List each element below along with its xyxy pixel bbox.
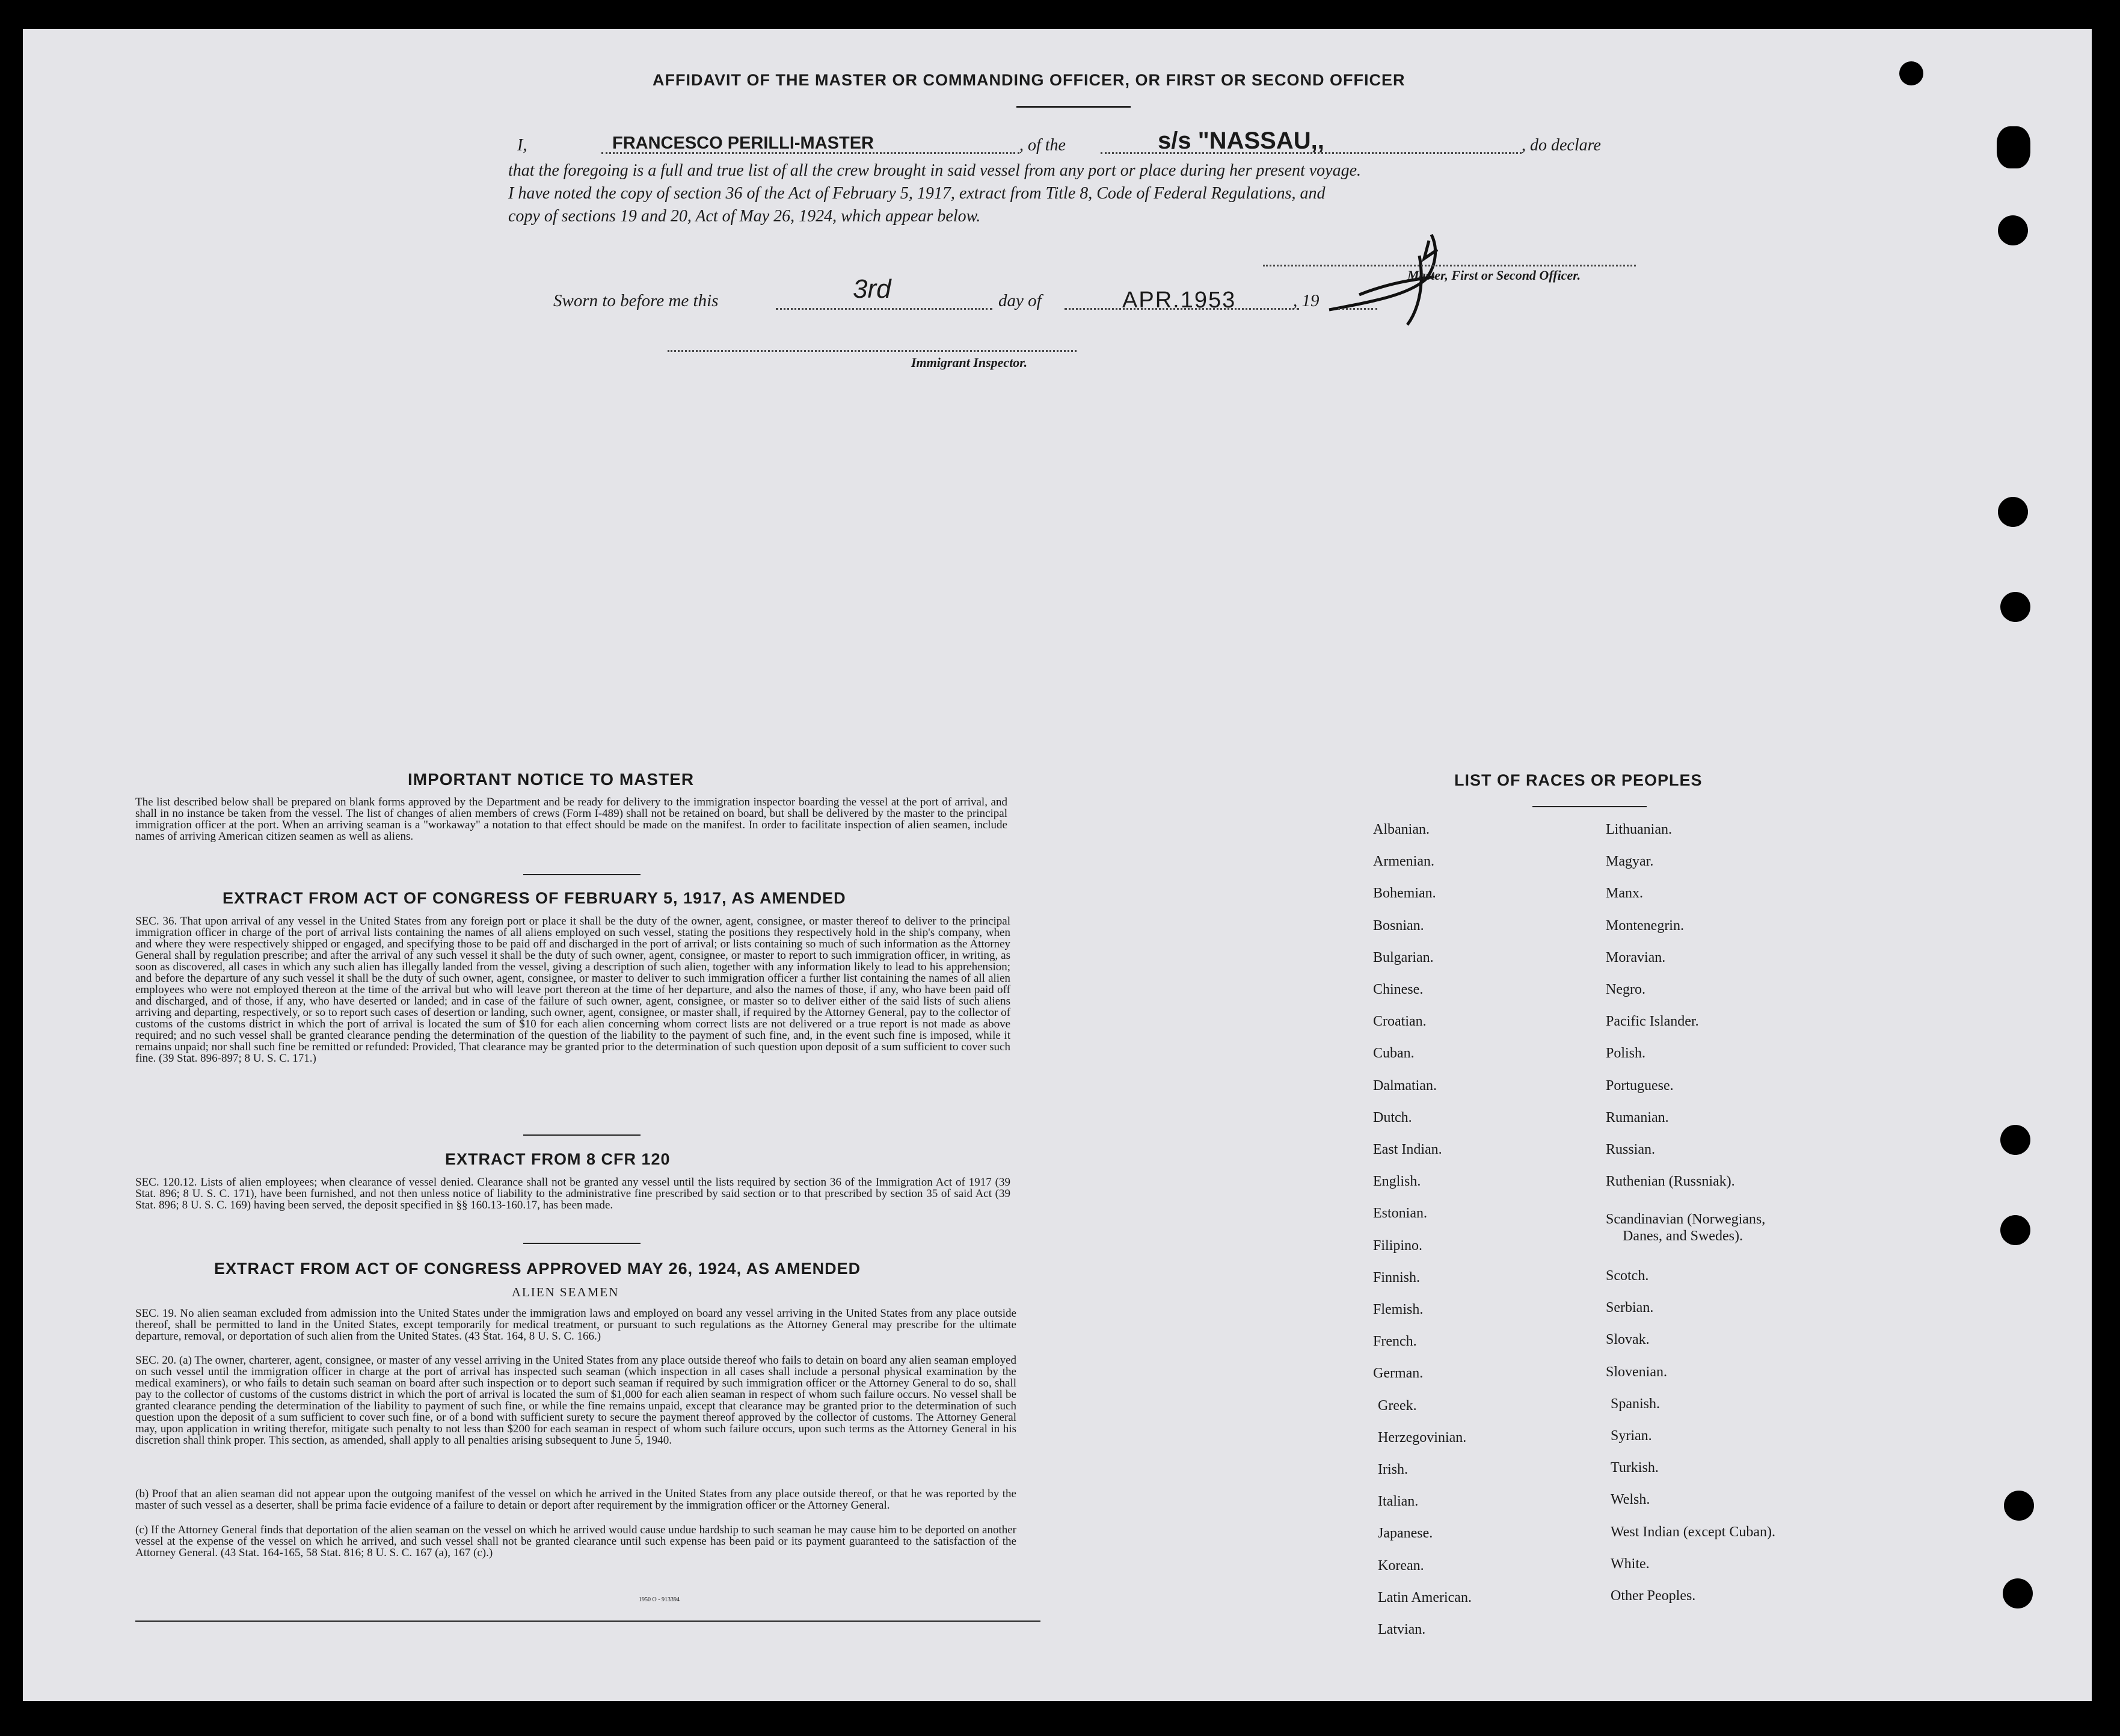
of-the-label: , of the (1019, 136, 1066, 155)
race-item: Negro. (1606, 982, 1645, 997)
race-item: Korean. (1378, 1557, 1424, 1574)
race-item: Flemish. (1373, 1302, 1424, 1317)
divider (523, 874, 641, 875)
extract-1917-body: SEC. 36. That upon arrival of any vessel in the United States from any foreign port or place it shall be the duty of the owner, agent, consignee, or master thereof to deliver to the principal immigration officer in charge of the port of arrival lists containing the names of all aliens employed on such vessel, stating the positions they respectively hold in the ship's company, when and where they were respectively shipped or engaged, and specifying those to be paid off and discharged in the port of arrival; or lists containing so much of such information as the Attorney General shall by regulation prescribe; and after the arrival of any such vessel it shall be the duty of such owner, agent, consignee, or master to report to such immigration officer, in writing, as soon as discovered, all cases in which any such alien has illegally landed from the vessel, giving a description of such alien, together with any information likely to lead to his apprehension; and before the departure of any such vessel it shall be the duty of such owner, agent, consignee, or master to deliver to such immigration officer a further list containing the names of all alien employees who were not employed thereon at the time of the arrival but who will leave port thereon at the time of her departure, and also the names of those, if any, who have been paid off and discharged, and of those, if any, who have deserted or landed; and in case of the failure of such owner, agent, consignee, or master so to deliver either of the said lists of such aliens arriving and departing, respectively, or so to report such cases of desertion or landing, such owner, agent, consignee, or master shall, if required by the Attorney General, pay to the collector of customs of the customs district in which the port of arrival is located the sum of $10 for each alien concerning whom correct lists are not delivered or a true report is not made as above required; and no such vessel shall be granted clearance pending the determination of the question of the liability to the payment of such fine, and, in the event such fine is imposed, while it remains unpaid; nor shall such fine be remitted or refunded: Provided, That clearance may be granted prior to the determination of such question upon deposit of a sum sufficient to cover such fine. (39 Stat. 896-897; 8 U. S. C. 171.) (135, 915, 1010, 1065)
race-item: Portuguese. (1606, 1077, 1674, 1094)
race-item: Ruthenian (Russniak). (1606, 1174, 1735, 1190)
race-item: Russian. (1606, 1142, 1656, 1157)
do-declare-label: , do declare (1522, 136, 1601, 155)
race-item: Chinese. (1373, 982, 1424, 997)
inspector-caption: Immigrant Inspector. (911, 355, 1028, 370)
signature-line (1263, 265, 1636, 266)
year-fill-line (1338, 308, 1377, 310)
race-item: Dalmatian. (1373, 1077, 1437, 1094)
race-item: Turkish. (1611, 1460, 1659, 1476)
affidavit-i-label: I, (517, 136, 527, 155)
printer-mark: 1950 O - 913394 (639, 1596, 680, 1603)
race-item: Magyar. (1606, 854, 1654, 870)
sworn-label: Sworn to before me this (553, 291, 719, 310)
sworn-month: APR.1953 (1122, 288, 1237, 313)
race-item: English. (1373, 1174, 1421, 1190)
race-item: Filipino. (1373, 1237, 1423, 1254)
document-page (23, 29, 2092, 1701)
punch-hole (1899, 61, 1923, 85)
race-item: German. (1373, 1365, 1424, 1382)
race-item: Armenian. (1373, 854, 1434, 870)
punch-hole (1998, 215, 2028, 245)
punch-hole (2000, 1215, 2030, 1245)
inspector-signature-line (668, 350, 1077, 352)
race-item: Dutch. (1373, 1109, 1412, 1125)
race-item: Italian. (1378, 1494, 1419, 1510)
extract-1924-sec20b: (b) Proof that an alien seaman did not appear upon the outgoing manifest of the vessel on which he arrived in the United States from any place outside thereof, or that he was reported by the master of such vessel as a deserter, shall be prima facie evidence of a failure to detain or deport after requirement by the immigration officer or the Attorney General. (135, 1488, 1016, 1512)
race-item: Manx. (1606, 885, 1643, 902)
race-item: Cuban. (1373, 1045, 1415, 1062)
vessel-name: s/s "NASSAU,, (1158, 128, 1324, 154)
race-item: Montenegrin. (1606, 917, 1684, 934)
notice-body: The list described below shall be prepared on blank forms approved by the Department and be ready for delivery to the immigration inspector boarding the vessel at the port of arrival, and shall in no instance be taken from the vessel. The list of changes of alien members of crews (Form I-489) shall not be retained on board, but shall be delivered by the master to the principal immigration officer at the port. When an arriving seaman is a "workaway" a notation to that effect should be made on the manifest. In order to facilitate inspection of alien seamen, include names of arriving American citizen seamen as well as aliens. (135, 796, 1007, 843)
title-divider (1016, 106, 1131, 108)
race-item: Pacific Islander. (1606, 1014, 1699, 1030)
punch-hole (2003, 1578, 2033, 1608)
race-item: Serbian. (1606, 1300, 1654, 1316)
race-item: Japanese. (1378, 1525, 1433, 1542)
affidavit-title: AFFIDAVIT OF THE MASTER OR COMMANDING OFFICER, OR FIRST OR SECOND OFFICER (653, 71, 1406, 89)
race-item: Moravian. (1606, 949, 1666, 965)
race-item: Other Peoples. (1611, 1588, 1696, 1604)
extract-8cfr-title: EXTRACT FROM 8 CFR 120 (445, 1150, 671, 1168)
day-of-label: day of (998, 291, 1042, 310)
affidavit-line-2: that the foregoing is a full and true list of all the crew brought in said vessel from any port or place during her present voyage. (508, 161, 1362, 180)
race-item: Bulgarian. (1373, 949, 1434, 965)
race-item: Croatian. (1373, 1014, 1427, 1030)
extract-1924-sec20c: (c) If the Attorney General finds that deportation of the alien seaman on the vessel on which he arrived would cause undue hardship to such seaman he may cause him to be deported on another vessel at the expense of the vessel on which he arrived, and such vessel shall not be granted clearance until such expense has been paid or its payment guaranteed to the satisfaction of the Attorney General. (43 Stat. 164-165, 58 Stat. 816; 8 U. S. C. 167 (a), 167 (c).) (135, 1524, 1016, 1559)
race-item: Latvian. (1378, 1622, 1426, 1637)
punch-hole (2000, 592, 2030, 622)
sworn-day: 3rd (853, 274, 891, 304)
race-item: Albanian. (1373, 822, 1430, 837)
race-item: Scandinavian (Norwegians, (1606, 1211, 1766, 1227)
race-item: Spanish. (1611, 1396, 1661, 1412)
race-item: Slovenian. (1606, 1364, 1667, 1380)
race-item: French. (1373, 1334, 1417, 1350)
race-item: Scotch. (1606, 1268, 1649, 1284)
race-item: West Indian (except Cuban). (1611, 1524, 1775, 1540)
race-item: Bohemian. (1373, 885, 1436, 902)
race-item: Irish. (1378, 1462, 1408, 1477)
race-item: Finnish. (1373, 1269, 1421, 1285)
extract-1917-title: EXTRACT FROM ACT OF CONGRESS OF FEBRUARY 5, 1917, AS AMENDED (223, 889, 846, 907)
race-item: Danes, and Swedes). (1623, 1228, 1743, 1244)
extract-8cfr-body: SEC. 120.12. Lists of alien employees; when clearance of vessel denied. Clearance shall not be granted any vessel until the lists required by section 36 of the Immigration Act of 1917 (39 Stat. 896; 8 U. S. C. 171), have been furnished, and not then unless notice of liability to the administrative fine prescribed by said section or to that prescribed by section 35 of said Act (39 Stat. 896; 8 U. S. C. 169) having been served, the deposit specified in §§ 160.13-160.17, has been made. (135, 1176, 1010, 1211)
extract-1924-title: EXTRACT FROM ACT OF CONGRESS APPROVED MAY 26, 1924, AS AMENDED (214, 1260, 861, 1278)
race-item: Latin American. (1378, 1589, 1472, 1605)
affidavit-line-3: I have noted the copy of section 36 of the Act of February 5, 1917, extract from Title 8, Code of Federal Regulations, and (508, 184, 1326, 203)
races-title: LIST OF RACES OR PEOPLES (1454, 771, 1703, 789)
race-item: Polish. (1606, 1045, 1646, 1062)
races-divider (1532, 806, 1647, 807)
extract-1924-subtitle: ALIEN SEAMEN (511, 1285, 619, 1299)
race-item: Bosnian. (1373, 917, 1424, 934)
race-item: Herzegovinian. (1378, 1429, 1467, 1445)
signature-caption: Master, First or Second Officer. (1407, 268, 1581, 283)
punch-hole (2000, 1125, 2030, 1155)
race-item: Estonian. (1373, 1205, 1427, 1222)
bottom-rule (135, 1621, 1040, 1622)
divider (523, 1134, 641, 1136)
race-item: Greek. (1378, 1397, 1417, 1414)
extract-1924-sec20a: SEC. 20. (a) The owner, charterer, agent, consignee, or master of any vessel arriving in the United States from any place outside thereof who fails to detain on board any alien seaman employed on such vessel until the immigration officer in charge at the port of arrival has inspected such seaman (which inspection in all cases shall include a personal physical examination by the medical examiners), or who fails to detain such seaman on board after such inspection or to deport such seaman if required by such immigration officer or the Attorney General to do so, shall pay to the collector of customs of the customs district in which the port of arrival is located the sum of $1,000 for each alien seaman in respect of whom such failure occurs. No vessel shall be granted clearance pending the determination of the liability to payment of such fine, or while the fine remains unpaid, except that clearance may be granted prior to the determination of such question upon the deposit of a sum sufficient to cover such fine, or of a bond with sufficient surety to secure the payment thereof approved by the collector of customs. The Attorney General may, upon application in writing therefor, mitigate such penalty to not less than $200 for each seaman in respect of whom such failure occurs, upon such terms as the Attorney General in his discretion shall think proper. This section, as amended, shall apply to all penalties arising subsequent to June 5, 1940. (135, 1354, 1016, 1447)
day-fill-line (776, 308, 992, 310)
master-name: FRANCESCO PERILLI-MASTER (612, 134, 874, 153)
year-prefix: , 19 (1293, 291, 1320, 310)
race-item: Slovak. (1606, 1332, 1650, 1348)
punch-hole (1997, 126, 2030, 168)
notice-title: IMPORTANT NOTICE TO MASTER (408, 770, 695, 789)
race-item: Syrian. (1611, 1428, 1652, 1444)
punch-hole (2004, 1491, 2034, 1521)
race-item: White. (1611, 1556, 1650, 1572)
punch-hole (1998, 497, 2028, 527)
affidavit-line-4: copy of sections 19 and 20, Act of May 26, 1924, which appear below. (508, 207, 981, 226)
race-item: Rumanian. (1606, 1109, 1669, 1125)
race-item: East Indian. (1373, 1142, 1442, 1157)
extract-1924-sec19: SEC. 19. No alien seaman excluded from admission into the United States under the immigration laws and employed on board any vessel arriving in the United States from any place outside thereof, shall be permitted to land in the United States, except temporarily for medical treatment, or pursuant to such regulations as the Attorney General may prescribe for the ultimate departure, removal, or deportation of such alien from the United States. (43 Stat. 164, 8 U. S. C. 166.) (135, 1307, 1016, 1343)
race-item: Lithuanian. (1606, 822, 1672, 837)
race-item: Welsh. (1611, 1492, 1650, 1508)
divider (523, 1243, 641, 1244)
